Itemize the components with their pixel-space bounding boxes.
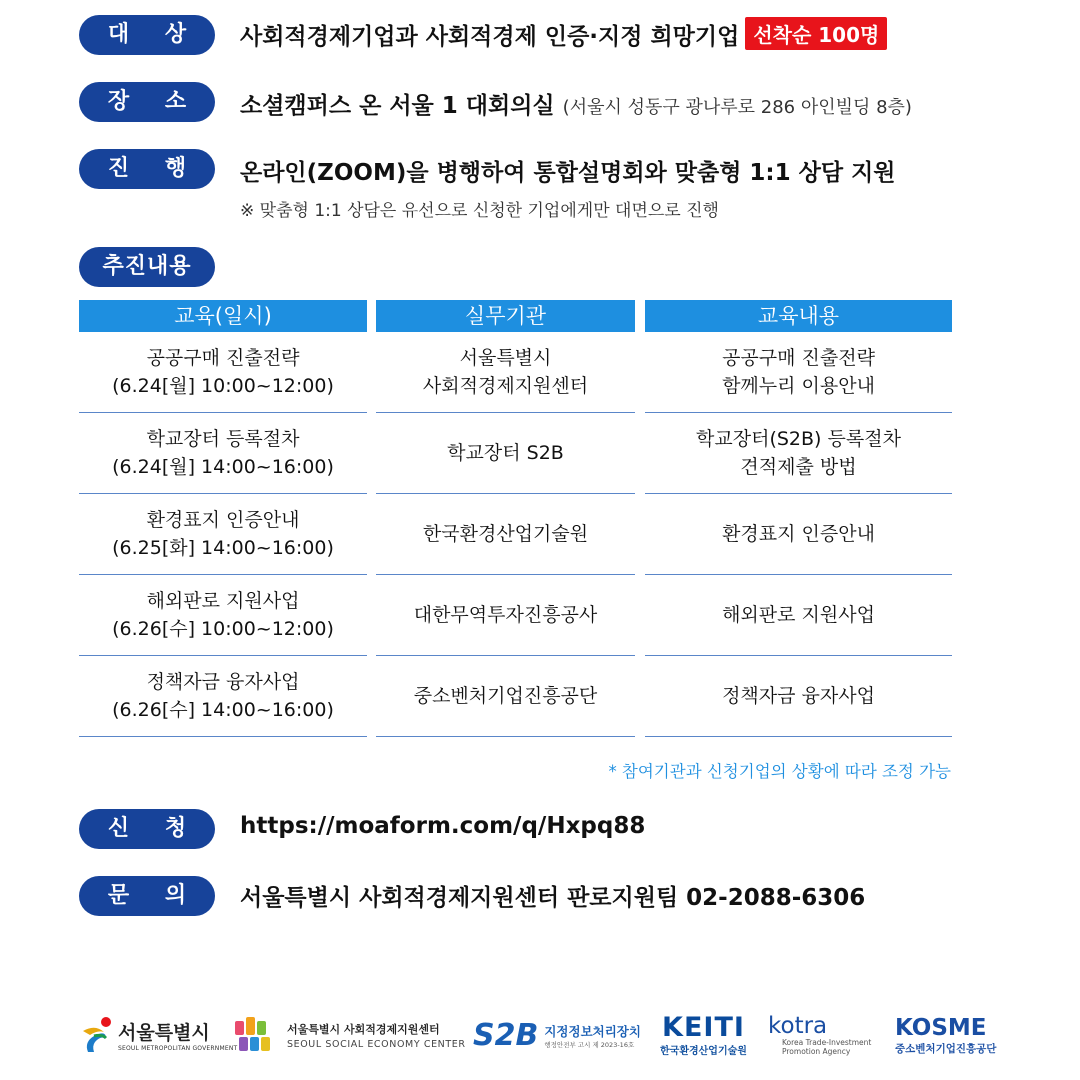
kosme-sub: 중소벤처기업진흥공단 (895, 1042, 997, 1055)
partner-logos (0, 1005, 1080, 1065)
table-cell: 학교장터 등록절차 (6.24[월] 14:00~16:00) (79, 413, 367, 494)
kotra-mark: kotra (768, 1013, 828, 1039)
table-cell: 학교장터(S2B) 등록절차 견적제출 방법 (645, 413, 952, 494)
table-cell: 정책자금 융자사업 (6.26[수] 14:00~16:00) (79, 656, 367, 737)
table-cell: 한국환경산업기술원 (376, 494, 635, 575)
table-cell: 해외판로 지원사업 (6.26[수] 10:00~12:00) (79, 575, 367, 656)
table-cell: 환경표지 인증안내 (645, 494, 952, 575)
table-cell: 학교장터 S2B (376, 413, 635, 494)
target-text (240, 17, 887, 51)
place-label: 장 소 (79, 82, 215, 122)
progress-text: 온라인(ZOOM)을 병행하여 통합설명회와 맞춤형 1:1 상담 지원 (240, 160, 896, 186)
column-org (376, 300, 635, 737)
table-cell: 정책자금 융자사업 (645, 656, 952, 737)
s2b-sub: 행정안전부 고시 제 2023-16호 (544, 1040, 635, 1049)
table-cell: 서울특별시 사회적경제지원센터 (376, 332, 635, 413)
table-footnote: * 참여기관과 신청기업의 상황에 따라 조정 가능 (608, 762, 951, 781)
first-come-badge: 선착순 100명 (745, 17, 887, 50)
header-org: 실무기관 (376, 300, 635, 332)
column-content (645, 300, 952, 737)
s2b-mark: S2B (473, 1017, 539, 1053)
target-desc: 사회적경제기업과 사회적경제 인증·지정 희망기업 (240, 24, 740, 50)
seoul-name: 서울특별시 (118, 1022, 210, 1044)
header-edu: 교육(일시) (79, 300, 367, 332)
apply-label: 신 청 (79, 809, 215, 849)
kotra-sub1: Korea Trade-Investment (782, 1038, 872, 1047)
header-content: 교육내용 (645, 300, 952, 332)
seoul-symbol-icon (80, 1016, 114, 1054)
place-address: (서울시 성동구 광나루로 286 아인빌딩 8층) (562, 97, 912, 118)
progress-label: 진 행 (79, 149, 215, 189)
content-label: 추진내용 (79, 247, 215, 287)
table-cell: 대한무역투자진흥공사 (376, 575, 635, 656)
seoul-sub: SEOUL METROPOLITAN GOVERNMENT (118, 1045, 238, 1052)
table-cell: 환경표지 인증안내 (6.25[화] 14:00~16:00) (79, 494, 367, 575)
s2b-logo (473, 1005, 641, 1065)
center-logo (233, 1005, 466, 1065)
inquiry-text: 서울특별시 사회적경제지원센터 판로지원팀 02-2088-6306 (240, 885, 866, 911)
keiti-sub: 한국환경산업기술원 (660, 1045, 747, 1057)
apply-link[interactable]: https://moaform.com/q/Hxpq88 (240, 813, 646, 839)
inquiry-label: 문 의 (79, 876, 215, 916)
center-sub: SEOUL SOCIAL ECONOMY CENTER (287, 1038, 466, 1050)
table-cell: 공공구매 진출전략 함께누리 이용안내 (645, 332, 952, 413)
center-symbol-icon (233, 1015, 277, 1055)
table-cell: 중소벤처기업진흥공단 (376, 656, 635, 737)
s2b-name: 지정정보처리장치 (544, 1023, 641, 1039)
kosme-logo (895, 1005, 996, 1065)
place-text (240, 87, 912, 120)
place-name: 소셜캠퍼스 온 서울 1 대회의실 (240, 93, 555, 119)
kotra-logo (768, 1005, 871, 1065)
keiti-logo (660, 1005, 747, 1065)
seoul-logo (80, 1005, 237, 1065)
progress-note: ※ 맞춤형 1:1 상담은 유선으로 신청한 기업에게만 대면으로 진행 (240, 201, 719, 221)
kosme-mark: KOSME (895, 1014, 987, 1041)
kotra-sub2: Promotion Agency (782, 1047, 851, 1056)
target-label: 대 상 (79, 15, 215, 55)
table-cell: 공공구매 진출전략 (6.24[월] 10:00~12:00) (79, 332, 367, 413)
table-cell: 해외판로 지원사업 (645, 575, 952, 656)
keiti-mark: KEITI (662, 1011, 745, 1043)
center-name: 서울특별시 사회적경제지원센터 (287, 1022, 440, 1036)
column-edu (79, 300, 367, 737)
